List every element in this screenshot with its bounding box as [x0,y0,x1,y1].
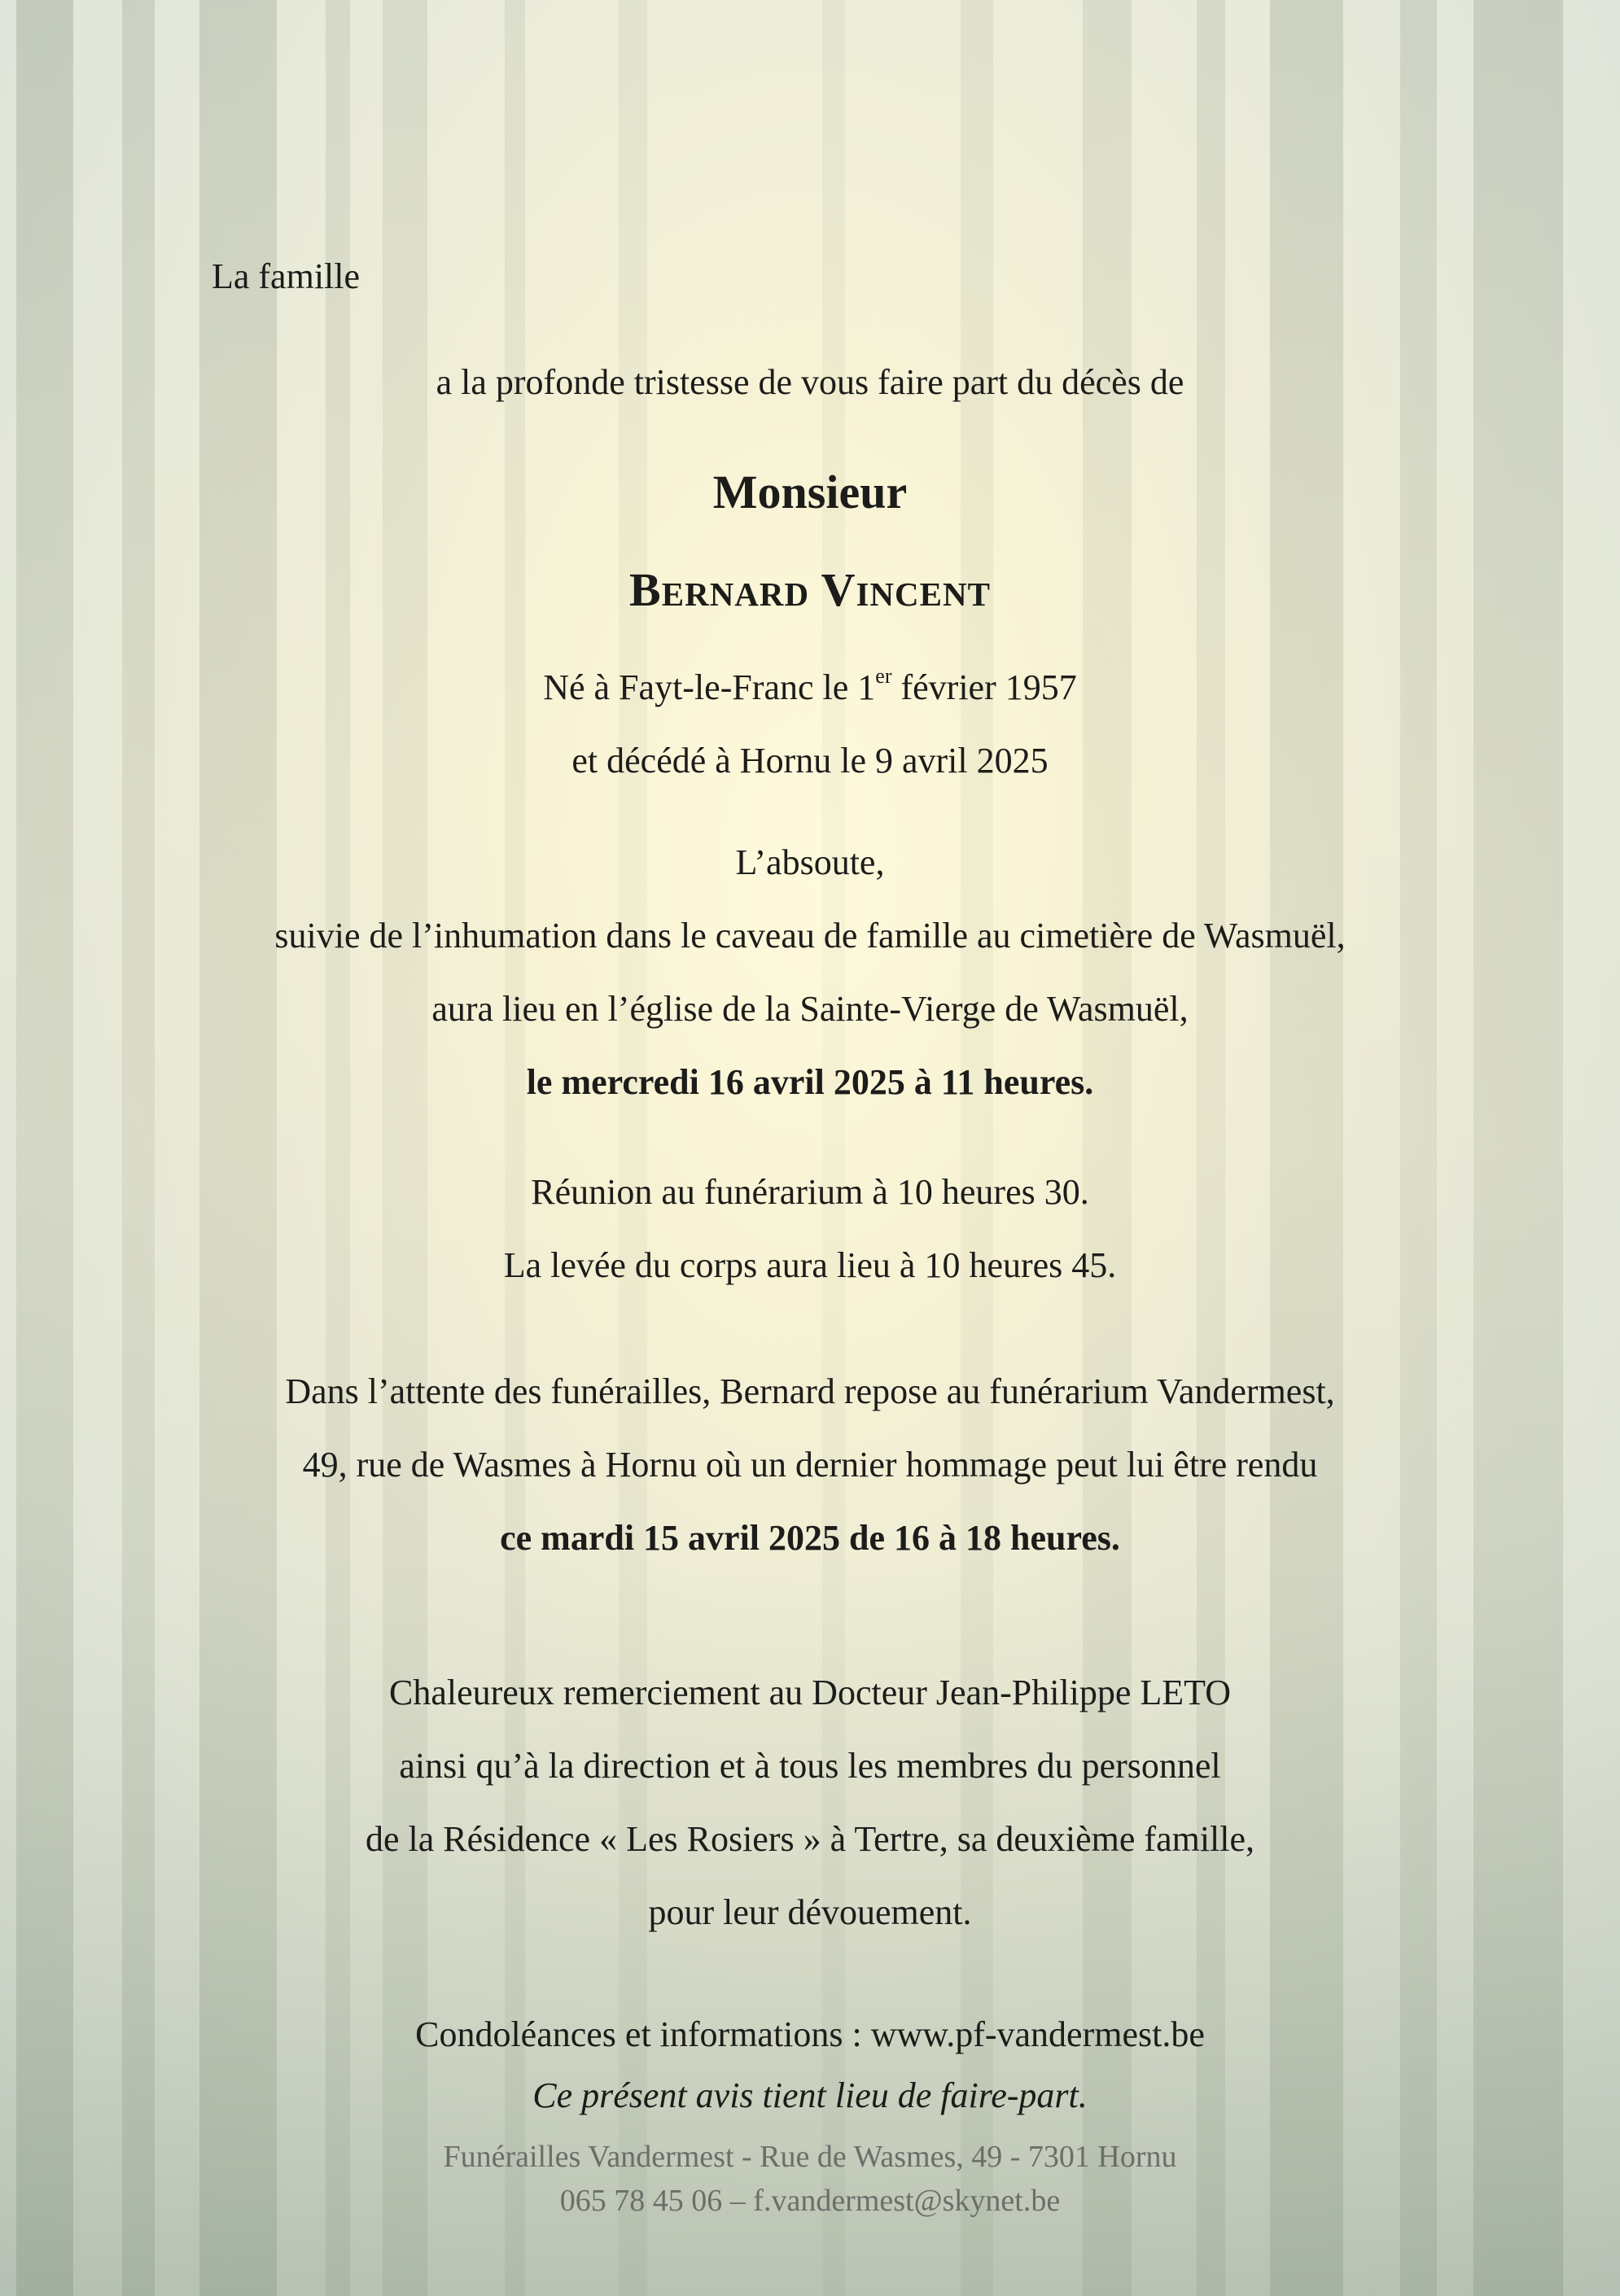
birth-text-before: Né à Fayt-le-Franc le 1 [543,667,876,707]
deceased-name: Bernard Vincent [629,563,991,616]
ceremony-line-3: aura lieu en l’église de la Sainte-Vierge de Wasmuël, [431,989,1189,1029]
birth-text-after: février 1957 [891,667,1077,707]
announcement-text: a la profonde tristesse de vous faire part du décès de [436,362,1184,402]
death-line: et décédé à Hornu le 9 avril 2025 [571,741,1049,781]
visitation-line-2: 49, rue de Wasmes à Hornu où un dernier hommage peut lui être rendu [302,1445,1318,1485]
ceremony-line-2: suivie de l’inhumation dans le caveau de famille au cimetière de Wasmuël, [274,916,1346,956]
thanks-line-4: pour leur dévouement. [648,1892,972,1932]
ceremony-line-1: L’absoute, [735,842,885,882]
notice-line: Ce présent avis tient lieu de faire-part. [532,2075,1088,2115]
visitation-line-1: Dans l’attente des funérailles, Bernard repose au funérarium Vandermest, [285,1371,1335,1411]
birth-line [0,663,1620,712]
birth-superscript: er [875,664,892,689]
footer-contact: 065 78 45 06 – f.vandermest@skynet.be [559,2184,1061,2218]
condolences-line: Condoléances et informations : www.pf-vandermest.be [415,2014,1205,2054]
footer-address: Funérailles Vandermest - Rue de Wasmes, 49 - 7301 Hornu [443,2140,1177,2174]
deceased-title: Monsieur [712,466,908,518]
visitation-date: ce mardi 15 avril 2025 de 16 à 18 heures. [500,1518,1120,1558]
thanks-line-1: Chaleureux remerciement au Docteur Jean-Philippe LETO [388,1673,1232,1712]
thanks-line-2: ainsi qu’à la direction et à tous les membres du personnel [399,1746,1221,1786]
thanks-line-3: de la Résidence « Les Rosiers » à Tertre, sa deuxième famille, [365,1819,1255,1859]
meeting-line-2: La levée du corps aura lieu à 10 heures 45. [503,1245,1117,1285]
intro-text: La famille [212,256,361,296]
meeting-line-1: Réunion au funérarium à 10 heures 30. [531,1172,1089,1212]
ceremony-date: le mercredi 16 avril 2025 à 11 heures. [526,1062,1094,1102]
